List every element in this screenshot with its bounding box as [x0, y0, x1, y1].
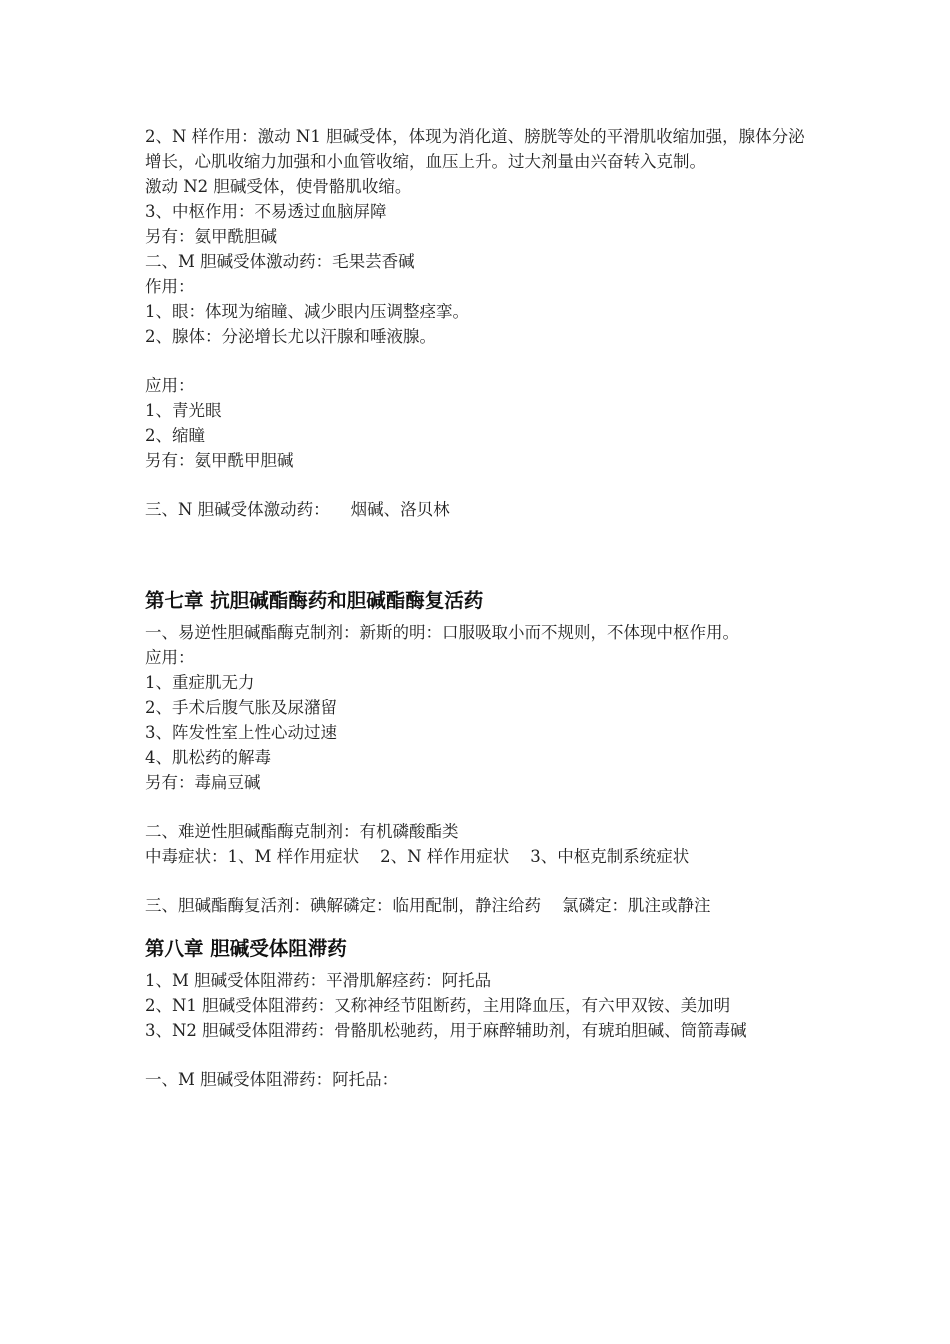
text-line: 另有：毒扁豆碱	[145, 773, 261, 792]
blank-line	[145, 1043, 815, 1067]
text-line: 3、N2 胆碱受体阻滞药：骨骼肌松驰药，用于麻醉辅助剂，有琥珀胆碱、筒箭毒碱	[145, 1021, 747, 1040]
text-line: 一、易逆性胆碱酯酶克制剂：新斯的明：口服吸取小而不规则，不体现中枢作用。	[145, 623, 739, 642]
blank-line	[145, 522, 815, 570]
text-line: 另有：氨甲酰甲胆碱	[145, 451, 294, 470]
text-line: 1、眼：体现为缩瞳、减少眼内压调整痉挛。	[145, 302, 469, 321]
text-line: 1、青光眼	[145, 401, 222, 420]
text-line: 作用：	[145, 277, 195, 296]
text-line: 三、胆碱酯酶复活剂：碘解磷定：临用配制，静注给药 氯磷定：肌注或静注	[145, 896, 711, 915]
text-line: 2、N1 胆碱受体阻滞药：又称神经节阻断药，主用降血压，有六甲双铵、美加明	[145, 996, 731, 1015]
text-line: 增长，心肌收缩力加强和小血管收缩，血压上升。过大剂量由兴奋转入克制。	[145, 152, 706, 171]
paragraph-n-effects	[145, 124, 815, 349]
blank-line	[145, 869, 815, 893]
text-line: 2、缩瞳	[145, 426, 205, 445]
text-line: 1、M 胆碱受体阻滞药：平滑肌解痉药：阿托品	[145, 971, 492, 990]
text-line: 应用：	[145, 648, 195, 667]
chapter-8-body	[145, 968, 815, 1043]
text-line: 激动 N2 胆碱受体，使骨骼肌收缩。	[145, 177, 412, 196]
text-line: 应用：	[145, 376, 195, 395]
text-line: 1、重症肌无力	[145, 673, 255, 692]
text-line: 二、M 胆碱受体激动药：毛果芸香碱	[145, 252, 415, 271]
text-line: 二、难逆性胆碱酯酶克制剂：有机磷酸酯类	[145, 822, 459, 841]
text-line: 一、M 胆碱受体阻滞药：阿托品：	[145, 1070, 399, 1089]
document-page	[145, 124, 815, 1092]
text-line: 另有：氨甲酰胆碱	[145, 227, 277, 246]
blank-line	[145, 795, 815, 819]
text-line: 2、腺体：分泌增长尤以汗腺和唾液腺。	[145, 327, 436, 346]
text-line: 2、手术后腹气胀及尿潴留	[145, 698, 337, 717]
blank-line	[145, 473, 815, 497]
text-line: 3、中枢作用：不易透过血脑屏障	[145, 202, 387, 221]
blank-line	[145, 349, 815, 373]
chapter-7-heading: 第七章 抗胆碱酯酶药和胆碱酯酶复活药	[145, 589, 484, 612]
chapter-7-body-2	[145, 819, 815, 869]
text-line: 4、肌松药的解毒	[145, 748, 271, 767]
text-line: 2、N 样作用：激动 N1 胆碱受体，体现为消化道、膀胱等处的平滑肌收缩加强，腺体分泌	[145, 127, 805, 146]
chapter-7-body	[145, 620, 815, 795]
chapter-8-heading: 第八章 胆碱受体阻滞药	[145, 937, 347, 960]
text-line: 中毒症状：1、M 样作用症状 2、N 样作用症状 3、中枢克制系统症状	[145, 847, 690, 866]
text-line: 三、N 胆碱受体激动药： 烟碱、洛贝林	[145, 500, 450, 519]
text-line: 3、阵发性室上性心动过速	[145, 723, 337, 742]
paragraph-applications	[145, 373, 815, 473]
